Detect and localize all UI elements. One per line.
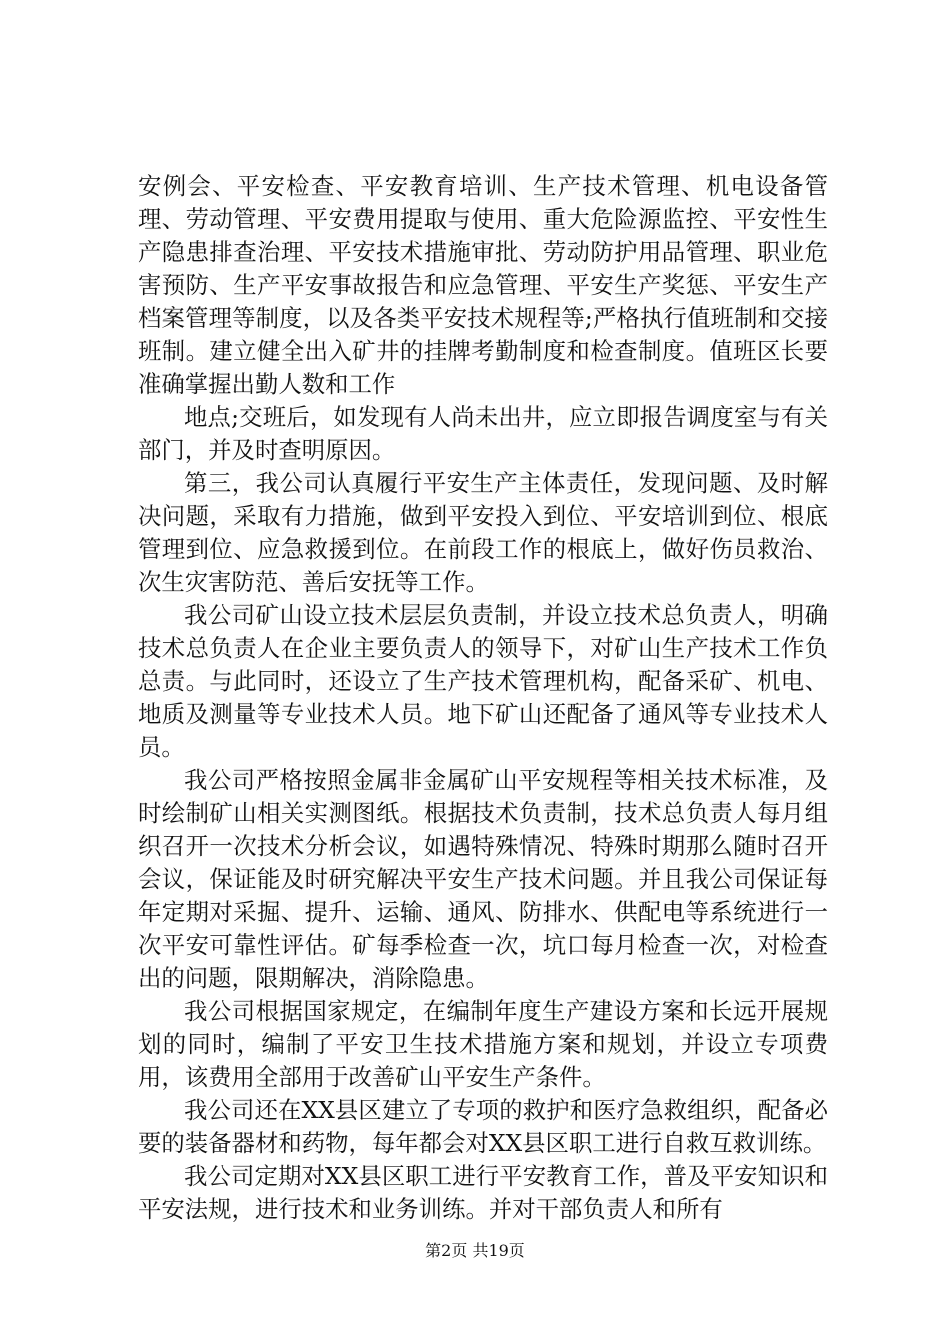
paragraph-1: 安例会、平安检查、平安教育培训、生产技术管理、机电设备管理、劳动管理、平安费用提取与使用、重大危险源监控、平安性生产隐患排查治理、平安技术措施审批、劳动防护用品管理、职业危害预防、生产平安事故报告和应急管理、平安生产奖惩、平安生产档案管理等制度，以及各类平安技术规程等;严格执行值班制和交接班制。建立健全出入矿井的挂牌考勤制度和检查制度。值班区长要准确掌握出勤人数和工作	[138, 172, 828, 398]
page-number-footer: 第2页 共19页	[425, 1241, 525, 1260]
paragraph-8: 我公司定期对XX县区职工进行平安教育工作，普及平安知识和平安法规，进行技术和业务训练。并对干部负责人和所有	[138, 1162, 828, 1223]
paragraph-4: 我公司矿山设立技术层层负责制，并设立技术总负责人，明确技术总负责人在企业主要负责人的领导下，对矿山生产技术工作负总责。与此同时，还设立了生产技术管理机构，配备采矿、机电、地质及测量等专业技术人员。地下矿山还配备了通风等专业技术人员。	[138, 601, 828, 761]
paragraph-3: 第三，我公司认真履行平安生产主体责任，发现问题、及时解决问题，采取有力措施，做到平安投入到位、平安培训到位、根底管理到位、应急救援到位。在前段工作的根底上，做好伤员救治、次生灾害防范、善后安抚等工作。	[138, 469, 828, 596]
paragraph-5: 我公司严格按照金属非金属矿山平安规程等相关技术标准，及时绘制矿山相关实测图纸。根据技术负责制，技术总负责人每月组织召开一次技术分析会议，如遇特殊情况、特殊时期那么随时召开会议，保证能及时研究解决平安生产技术问题。并且我公司保证每年定期对采掘、提升、运输、通风、防排水、供配电等系统进行一次平安可靠性评估。矿每季检查一次，坑口每月检查一次，对检查出的问题，限期解决，消除隐患。	[138, 766, 828, 992]
paragraph-6: 我公司根据国家规定，在编制年度生产建设方案和长远开展规划的同时，编制了平安卫生技术措施方案和规划，并设立专项费用，该费用全部用于改善矿山平安生产条件。	[138, 997, 828, 1091]
paragraph-2: 地点;交班后，如发现有人尚未出井，应立即报告调度室与有关部门，并及时查明原因。	[138, 403, 828, 464]
document-body	[138, 170, 828, 1226]
paragraph-7: 我公司还在XX县区建立了专项的救护和医疗急救组织，配备必要的装备器材和药物，每年都会对XX县区职工进行自救互救训练。	[138, 1096, 828, 1157]
